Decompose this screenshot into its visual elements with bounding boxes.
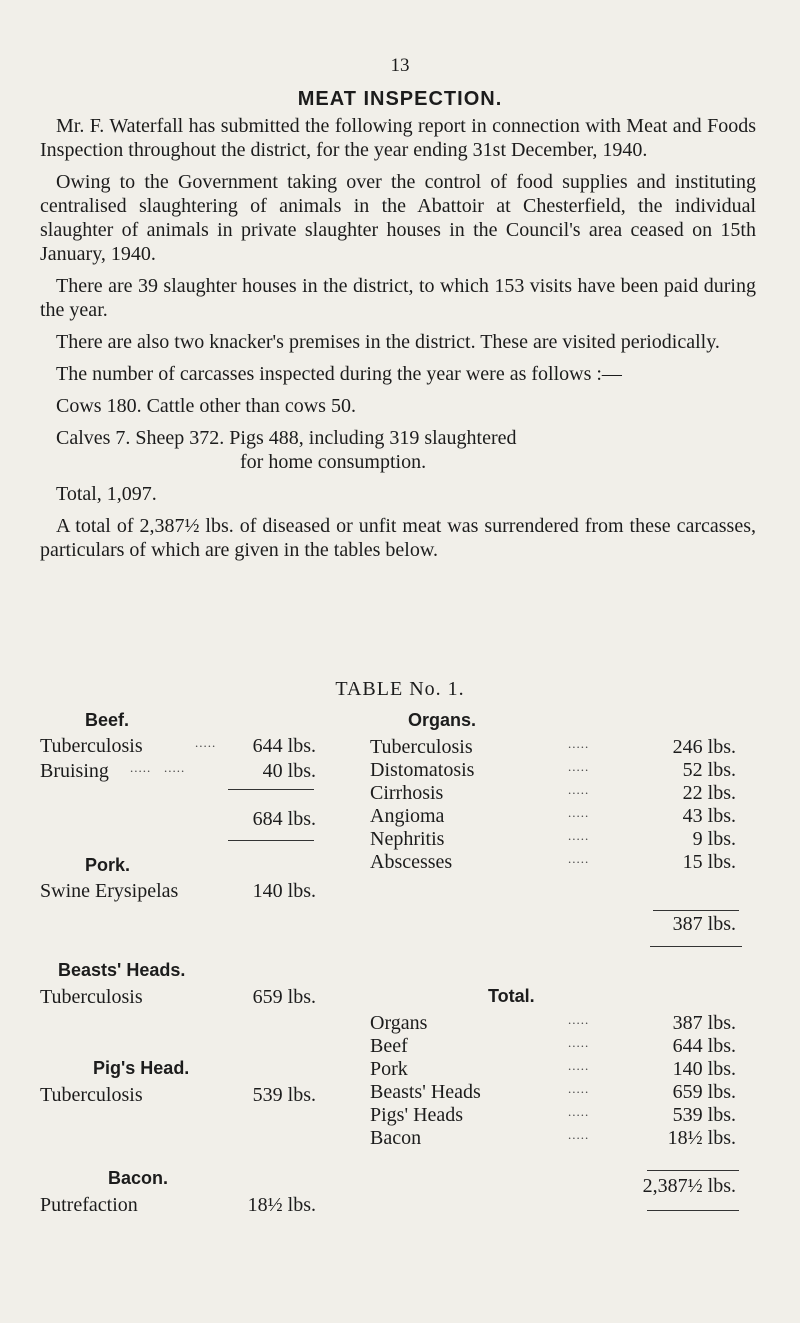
beasts-heads-row — [40, 986, 316, 1010]
table-row — [370, 1104, 736, 1128]
row-label: Beasts' Heads — [370, 1081, 481, 1103]
divider — [653, 910, 739, 911]
table-row — [370, 1058, 736, 1082]
leader-dots: ..... — [568, 759, 590, 774]
leader-dots: ..... — [568, 851, 590, 866]
divider — [650, 946, 742, 947]
count-total: Total, 1,097. — [56, 483, 157, 505]
table-row — [370, 759, 736, 783]
row-label: Pork — [370, 1058, 408, 1080]
row-value: 43 lbs. — [682, 805, 736, 827]
paragraph: Owing to the Government taking over the control of food supplies and instituting centralised slaughtering of animals in the Abattoir at Chesterfield, the individual slaughter of animals in private slaughter houses in the Council's area ceased on 15th January, 1940. — [40, 171, 756, 265]
divider — [647, 1170, 739, 1171]
divider — [228, 789, 314, 790]
organs-total: 387 lbs. — [672, 913, 736, 935]
leader-dots: ..... — [568, 1058, 590, 1073]
divider — [647, 1210, 739, 1211]
row-label: Tuberculosis — [40, 735, 143, 757]
row-value: 140 lbs. — [252, 880, 316, 902]
table-title: TABLE No. 1. — [335, 678, 465, 700]
row-label: Tuberculosis — [40, 1084, 143, 1106]
table-row — [370, 782, 736, 806]
report-text — [40, 114, 756, 570]
pigs-head-row — [40, 1084, 316, 1108]
table-row — [370, 1081, 736, 1105]
organs-heading: Organs. — [408, 710, 477, 730]
leader-dots: ..... — [568, 1127, 590, 1142]
row-label: Organs — [370, 1012, 428, 1034]
row-label: Distomatosis — [370, 759, 475, 781]
beef-row — [40, 760, 316, 784]
divider — [228, 840, 314, 841]
row-label: Bacon — [370, 1127, 422, 1149]
row-value: 644 lbs. — [672, 1035, 736, 1057]
row-label: Cirrhosis — [370, 782, 444, 804]
row-value: 539 lbs. — [252, 1084, 316, 1106]
row-value: 18½ lbs. — [667, 1127, 736, 1149]
row-value: 644 lbs. — [252, 735, 316, 757]
leader-dots: ..... — [568, 736, 590, 751]
table-row — [370, 1012, 736, 1036]
pork-row — [40, 880, 316, 904]
row-value: 52 lbs. — [682, 759, 736, 781]
row-label: Bruising — [40, 760, 109, 782]
row-value: 659 lbs. — [672, 1081, 736, 1103]
leader-dots: ..... — [568, 1081, 590, 1096]
table-row — [370, 805, 736, 829]
beef-total: 684 lbs. — [252, 808, 316, 830]
paragraph: The number of carcasses inspected during the year were as follows :— — [56, 363, 622, 385]
table-row — [370, 736, 736, 760]
row-value: 246 lbs. — [672, 736, 736, 758]
paragraph: A total of 2,387½ lbs. of diseased or unfit meat was surrendered from these carcasses, particulars of which are given in the tables below. — [40, 515, 756, 561]
leader-dots: ..... — [568, 1012, 590, 1027]
row-value: 387 lbs. — [672, 1012, 736, 1034]
row-label: Tuberculosis — [370, 736, 473, 758]
organs-total-row — [370, 913, 736, 937]
grand-total-row — [370, 1175, 736, 1199]
row-label: Tuberculosis — [40, 986, 143, 1008]
leader-dots: ..... — [568, 805, 590, 820]
row-label: Angioma — [370, 805, 445, 827]
leader-dots: ..... — [568, 828, 590, 843]
row-value: 40 lbs. — [262, 760, 316, 782]
row-label: Swine Erysipelas — [40, 880, 179, 902]
row-value: 18½ lbs. — [247, 1194, 316, 1216]
pigs-head-heading: Pig's Head. — [93, 1058, 190, 1078]
paragraph: There are 39 slaughter houses in the district, to which 153 visits have been paid during the year. — [40, 275, 756, 321]
row-label: Pigs' Heads — [370, 1104, 464, 1126]
page-number: 13 — [390, 55, 410, 76]
pork-heading: Pork. — [85, 855, 131, 875]
paragraph: Mr. F. Waterfall has submitted the following report in connection with Meat and Foods Inspection throughout the district, for the year ending 31st December, 1940. — [40, 115, 756, 161]
leader-dots: ..... ..... — [130, 760, 186, 775]
beasts-heads-heading: Beasts' Heads. — [58, 960, 186, 980]
carcass-counts — [56, 394, 756, 506]
bacon-heading: Bacon. — [108, 1168, 169, 1188]
row-value: 659 lbs. — [252, 986, 316, 1008]
row-value: 22 lbs. — [682, 782, 736, 804]
bacon-row — [40, 1194, 316, 1218]
count-line: Calves 7. Sheep 372. Pigs 488, including 319 slaughtered — [56, 427, 517, 449]
count-line: Cows 180. Cattle other than cows 50. — [56, 395, 356, 417]
count-line: for home consumption. — [240, 451, 427, 473]
row-value: 15 lbs. — [682, 851, 736, 873]
page-title: MEAT INSPECTION. — [297, 88, 503, 110]
total-heading: Total. — [488, 986, 535, 1006]
leader-dots: ..... — [195, 735, 217, 750]
beef-total-row — [40, 808, 316, 832]
table-row — [370, 828, 736, 852]
row-label: Nephritis — [370, 828, 445, 850]
leader-dots: ..... — [568, 1104, 590, 1119]
paragraph: There are also two knacker's premises in the district. These are visited periodically. — [56, 331, 720, 353]
table-row — [370, 1127, 736, 1151]
table-row — [370, 1035, 736, 1059]
leader-dots: ..... — [568, 1035, 590, 1050]
row-label: Abscesses — [370, 851, 453, 873]
row-value: 140 lbs. — [672, 1058, 736, 1080]
leader-dots: ..... — [568, 782, 590, 797]
row-value: 9 lbs. — [692, 828, 736, 850]
row-value: 539 lbs. — [672, 1104, 736, 1126]
grand-total: 2,387½ lbs. — [642, 1175, 736, 1197]
table-row — [370, 851, 736, 875]
beef-row — [40, 735, 316, 759]
row-label: Putrefaction — [40, 1194, 138, 1216]
row-label: Beef — [370, 1035, 408, 1057]
beef-heading: Beef. — [85, 710, 130, 730]
